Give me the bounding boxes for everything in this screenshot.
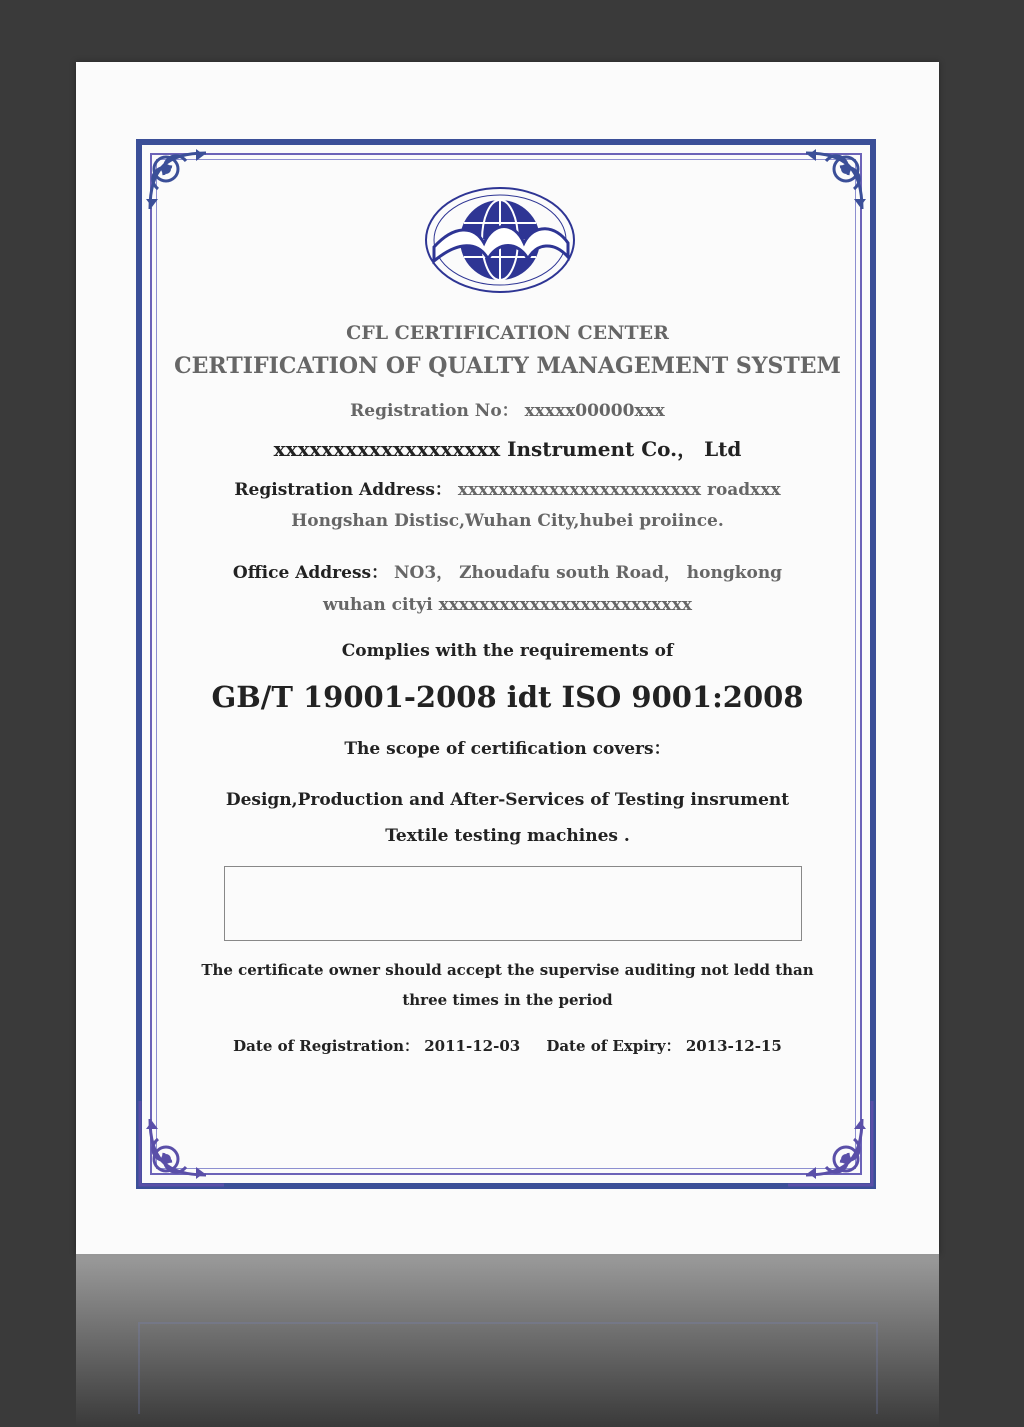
globe-logo-icon [424,185,576,295]
ornament-corner-icon [784,139,876,231]
ornament-corner-icon [784,1097,876,1189]
office-address-line2: wuhan cityi xxxxxxxxxxxxxxxxxxxxxxxxx [323,595,692,615]
certificate-border-inner-thin [156,159,856,1169]
office-address-label: Office Address： [232,563,389,583]
standard-title: GB/T 19001-2008 idt ISO 9001:2008 [211,680,804,714]
office-address [76,558,939,583]
certificate-title: CERTIFICATION OF QUALTY MANAGEMENT SYSTEM [174,353,841,379]
empty-scope-box [224,866,802,941]
paper-reflection [76,1254,939,1427]
registration-address-label: Registration Address： [234,480,452,500]
complies-statement: Complies with the requirements of [341,641,674,661]
company-name: xxxxxxxxxxxxxxxxxxx Instrument Co.， Ltd [273,437,742,461]
date-registration-label: Date of Registration： [233,1037,420,1055]
ornament-corner-icon [136,139,228,231]
scope-line-2: Textile testing machines . [385,826,630,846]
office-address-value: NO3， Zhoudafu south Road， hongkong [388,563,783,583]
registration-address-value: xxxxxxxxxxxxxxxxxxxxxxxx roadxxx [451,480,781,500]
registration-number: Registration No： xxxxx00000xxx [350,401,665,421]
dates-row [76,1035,939,1056]
supervise-line-2: three times in the period [402,991,613,1009]
scope-heading: The scope of certification covers： [344,739,671,759]
date-expiry-label: Date of Expiry： [546,1037,681,1055]
registration-address [76,475,939,500]
ornament-corner-icon [136,1097,228,1189]
date-registration-value: 2011-12-03 [424,1037,521,1055]
registration-address-line2: Hongshan Distisc,Wuhan City,hubei proiince. [291,511,724,531]
scope-line-1: Design,Production and After-Services of Testing insrument [225,790,790,810]
certification-center: CFL CERTIFICATION CENTER [346,322,669,344]
supervise-line-1: The certificate owner should accept the supervise auditing not ledd than [201,961,814,979]
date-expiry-value: 2013-12-15 [685,1037,782,1055]
